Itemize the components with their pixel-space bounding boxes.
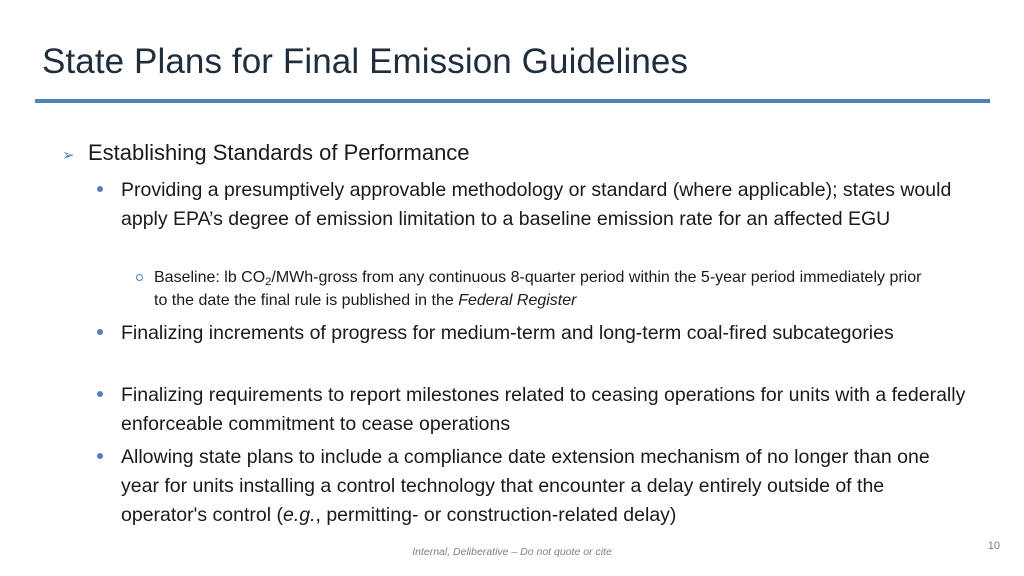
bullet-item-4-text — [121, 443, 971, 530]
baseline-italic: Federal Register — [458, 292, 577, 309]
baseline-middle: /MWh-gross from any continuous 8-quarter period within the 5-year period immediately prior to the date the final rule is published in the — [154, 269, 922, 309]
dot-bullet-icon — [97, 453, 103, 459]
dot-bullet-icon — [97, 186, 103, 192]
bullet-item-1-text: Providing a presumptively approvable methodology or standard (where applicable); states would apply EPA’s degree of emission limitation to a baseline emission rate for an affected EGU — [121, 179, 952, 230]
footer-disclaimer: Internal, Deliberative – Do not quote or cite — [412, 546, 612, 558]
title-divider — [35, 99, 990, 103]
bullet-heading-text: Establishing Standards of Performance — [88, 140, 470, 165]
bullet-item-2-text: Finalizing increments of progress for medium-term and long-term coal-fired subcategories — [121, 322, 894, 344]
sub-bullet-baseline-text — [154, 266, 934, 312]
bullet-item-3-text: Finalizing requirements to report milestones related to ceasing operations for units with a federally enforceable commitment to cease operations — [121, 384, 966, 435]
page-number: 10 — [987, 540, 1000, 552]
item4-italic: e.g. — [282, 504, 316, 526]
baseline-subscript: 2 — [265, 275, 272, 288]
arrow-bullet-icon: ➢ — [62, 147, 75, 164]
baseline-prefix: Baseline: lb CO — [154, 269, 266, 286]
item4-suffix: , permitting- or construction-related delay) — [315, 504, 677, 526]
slide-title: State Plans for Final Emission Guidelines — [42, 42, 689, 81]
circle-bullet-icon — [136, 274, 143, 281]
item4-prefix: Allowing state plans to include a compliance date extension mechanism of no longer than one year for units installing a control technology that encounter a delay entirely outside of the operator's control ( — [121, 446, 930, 526]
dot-bullet-icon — [97, 329, 103, 335]
dot-bullet-icon — [97, 391, 103, 397]
